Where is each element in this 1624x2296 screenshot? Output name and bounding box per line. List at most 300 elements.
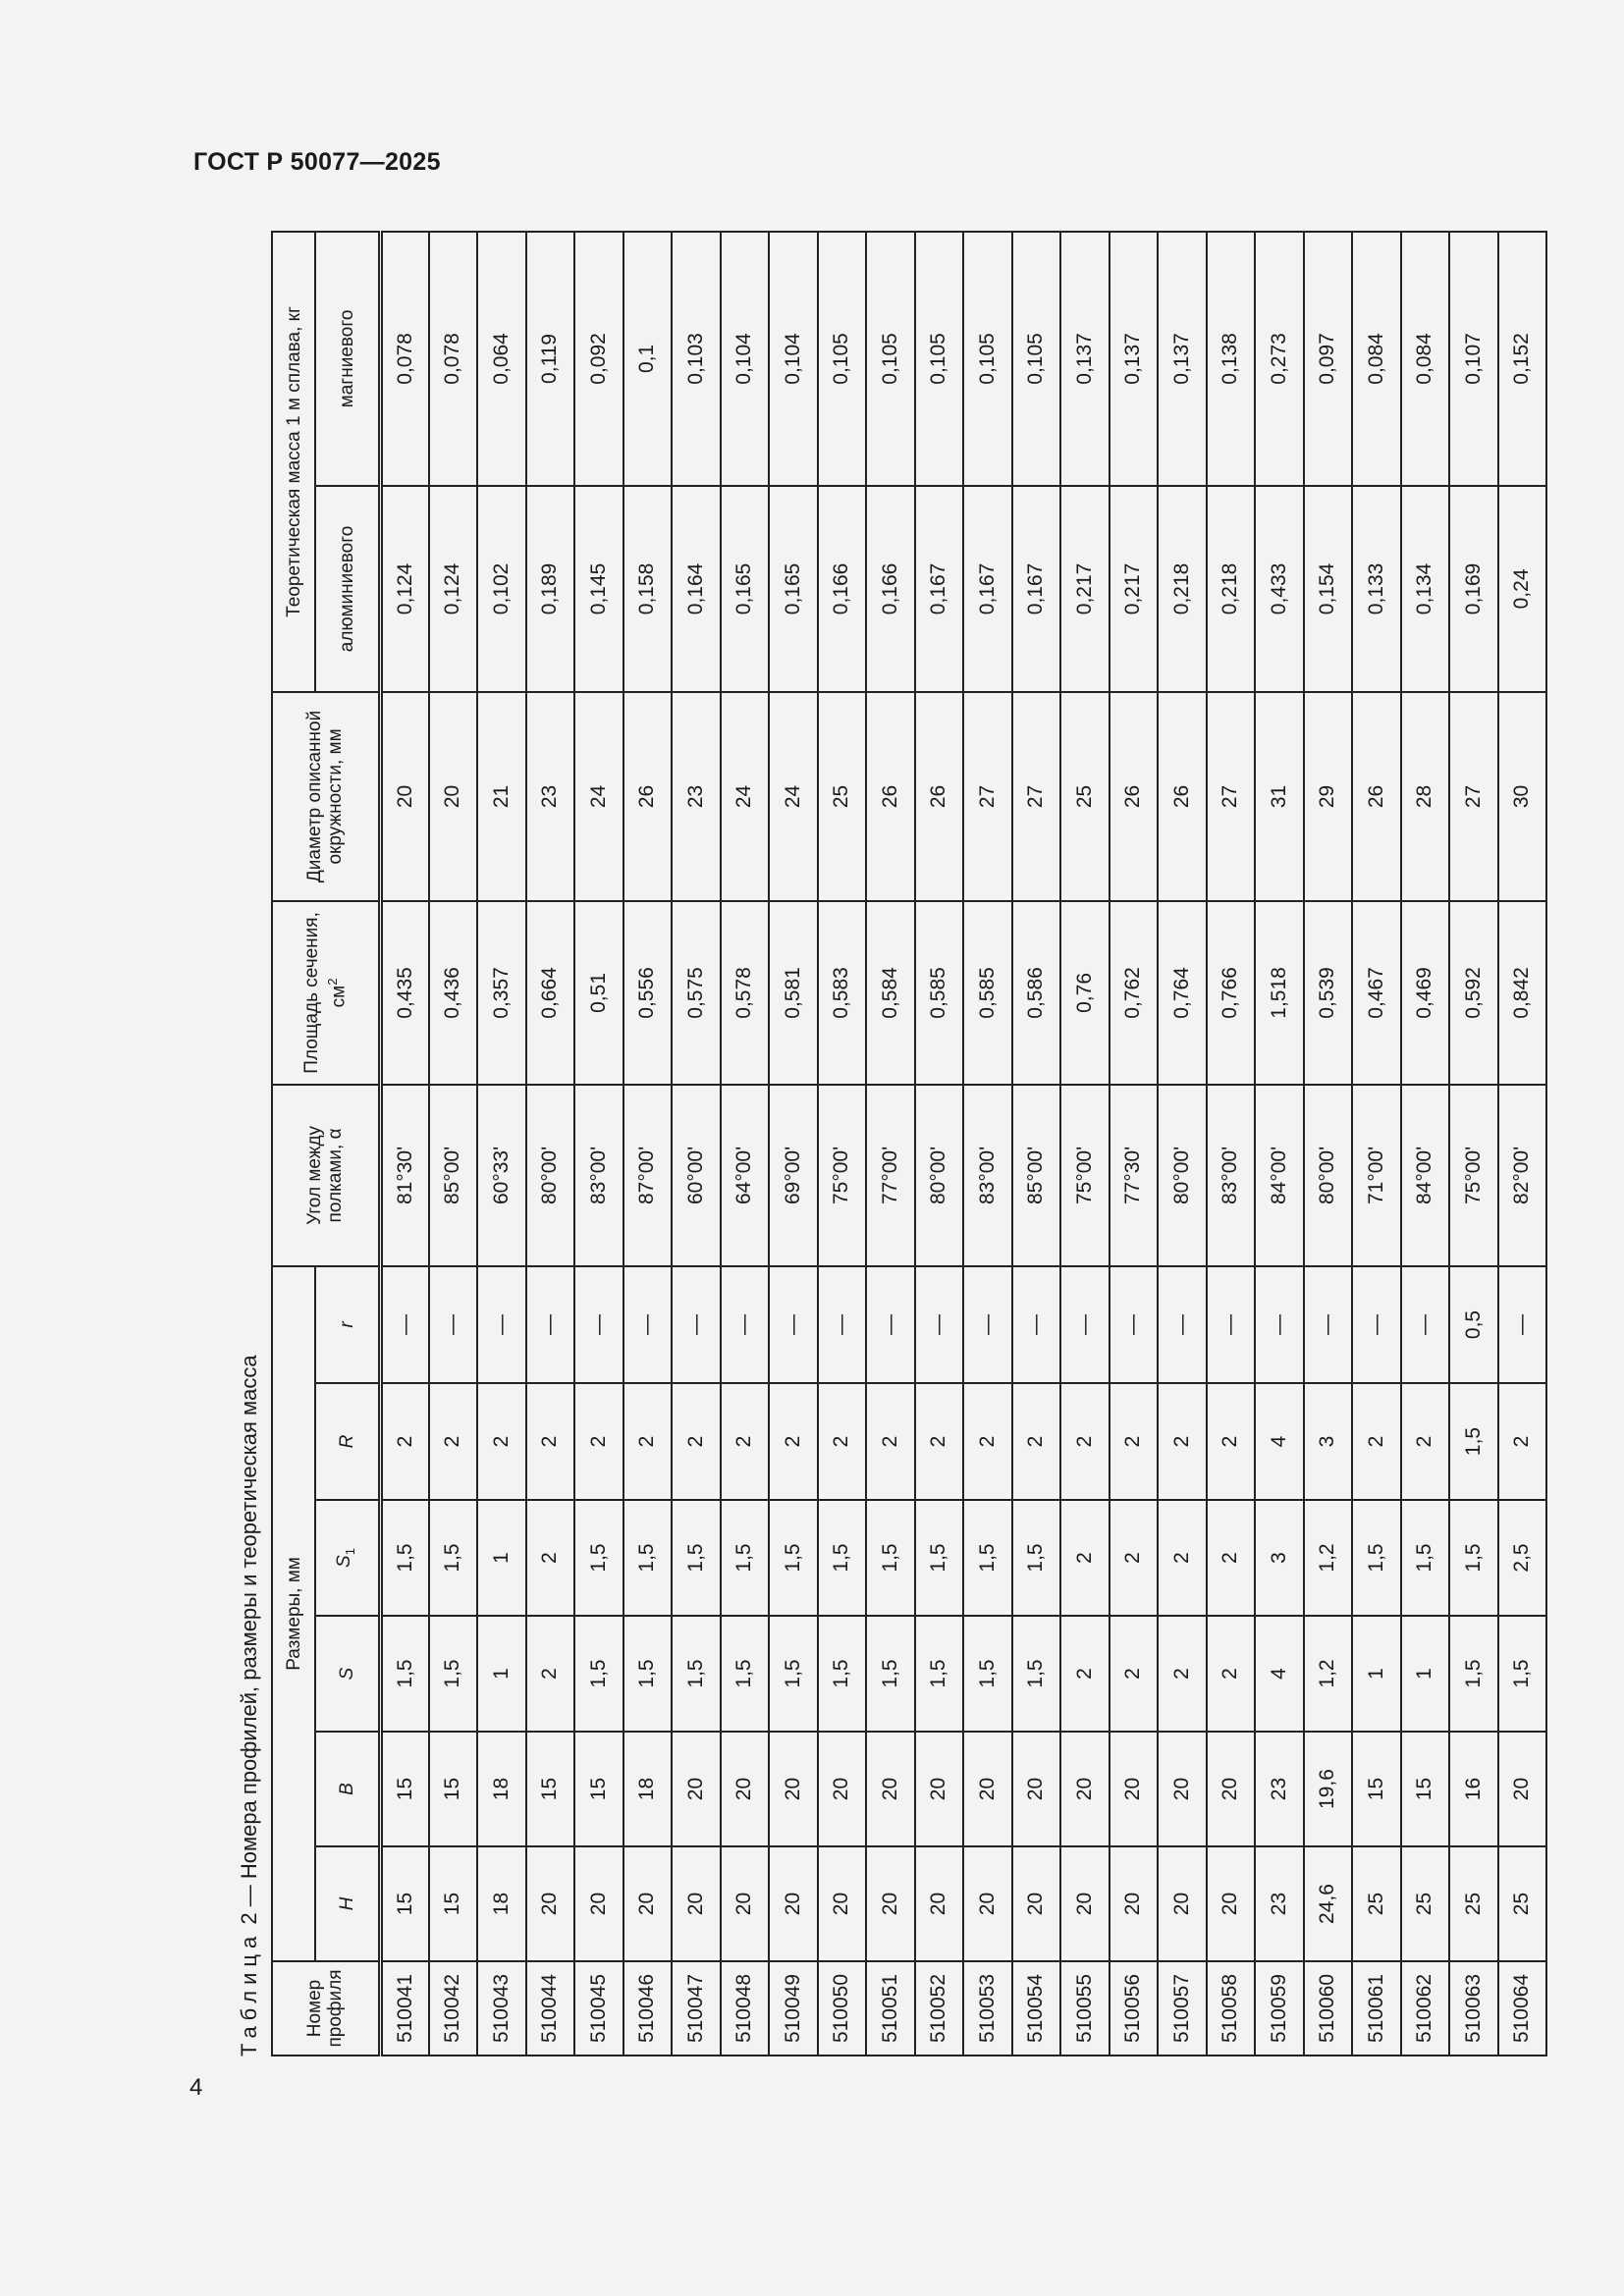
table-caption-text: 2 — Номера профилей, размеры и теоретическая масса [237, 1355, 261, 1931]
cell-h: 20 [915, 1846, 964, 1961]
cell-r: — [915, 1266, 964, 1383]
table-row [1158, 232, 1207, 2056]
cell-al: 0,165 [769, 486, 818, 692]
cell-r: 2 [1012, 1383, 1061, 1500]
cell-mg: 0,273 [1255, 232, 1304, 486]
cell-num: 510055 [1060, 1961, 1110, 2056]
cell-diam: 28 [1401, 692, 1450, 901]
table-row [1207, 232, 1256, 2056]
cell-h: 25 [1401, 1846, 1450, 1961]
cell-area: 0,592 [1449, 901, 1498, 1085]
cell-r: — [1498, 1266, 1547, 1383]
cell-s: 1,5 [574, 1616, 623, 1732]
table-row [963, 232, 1012, 2056]
cell-h: 20 [818, 1846, 867, 1961]
cell-area: 0,539 [1304, 901, 1353, 1085]
cell-num: 510056 [1110, 1961, 1159, 2056]
header-r-big [315, 1383, 380, 1500]
cell-b: 19,6 [1304, 1732, 1353, 1846]
cell-s1: 3 [1255, 1500, 1304, 1616]
cell-r: 4 [1255, 1383, 1304, 1500]
cell-h: 20 [574, 1846, 623, 1961]
cell-num: 510047 [672, 1961, 721, 2056]
cell-h: 20 [526, 1846, 575, 1961]
document-header: ГОСТ Р 50077—2025 [193, 148, 441, 176]
cell-num: 510060 [1304, 1961, 1353, 2056]
table-caption [228, 233, 271, 2056]
cell-s: 1,5 [721, 1616, 770, 1732]
table-row [574, 232, 623, 2056]
cell-al: 0,218 [1207, 486, 1256, 692]
cell-s1: 1,5 [963, 1500, 1012, 1616]
cell-angle: 75°00' [1449, 1085, 1498, 1266]
cell-h: 20 [769, 1846, 818, 1961]
cell-h: 23 [1255, 1846, 1304, 1961]
cell-angle: 60°33' [477, 1085, 526, 1266]
cell-al: 0,124 [380, 486, 429, 692]
cell-area: 0,664 [526, 901, 575, 1085]
cell-h: 20 [963, 1846, 1012, 1961]
header-angle-text: Угол между полками, α [304, 1125, 347, 1225]
cell-b: 18 [623, 1732, 673, 1846]
cell-angle: 80°00' [1304, 1085, 1353, 1266]
header-r-small-text: r [336, 1321, 357, 1328]
cell-h: 20 [866, 1846, 915, 1961]
cell-r: 2 [915, 1383, 964, 1500]
cell-s1: 1,5 [574, 1500, 623, 1616]
cell-angle: 80°00' [1158, 1085, 1207, 1266]
cell-al: 0,24 [1498, 486, 1547, 692]
cell-al: 0,167 [1012, 486, 1061, 692]
cell-angle: 87°00' [623, 1085, 673, 1266]
cell-al: 0,154 [1304, 486, 1353, 692]
cell-s1: 1,5 [1401, 1500, 1450, 1616]
cell-area: 0,575 [672, 901, 721, 1085]
cell-b: 20 [1060, 1732, 1110, 1846]
cell-diam: 23 [672, 692, 721, 901]
cell-r: 2 [721, 1383, 770, 1500]
cell-s: 1,5 [915, 1616, 964, 1732]
cell-angle: 85°00' [1012, 1085, 1061, 1266]
cell-r: — [1207, 1266, 1256, 1383]
cell-angle: 77°00' [866, 1085, 915, 1266]
cell-num: 510049 [769, 1961, 818, 2056]
cell-s: 1,5 [623, 1616, 673, 1732]
table-row [1304, 232, 1353, 2056]
cell-diam: 27 [1012, 692, 1061, 901]
cell-diam: 20 [429, 692, 478, 901]
cell-b: 15 [526, 1732, 575, 1846]
cell-mg: 0,105 [866, 232, 915, 486]
cell-al: 0,166 [866, 486, 915, 692]
cell-mg: 0,104 [769, 232, 818, 486]
cell-area: 0,842 [1498, 901, 1547, 1085]
cell-num: 510057 [1158, 1961, 1207, 2056]
cell-b: 18 [477, 1732, 526, 1846]
cell-s1: 1,5 [380, 1500, 429, 1616]
cell-diam: 29 [1304, 692, 1353, 901]
cell-area: 0,357 [477, 901, 526, 1085]
cell-angle: 75°00' [818, 1085, 867, 1266]
cell-s1: 1,5 [429, 1500, 478, 1616]
cell-mg: 0,105 [915, 232, 964, 486]
cell-r: 2 [818, 1383, 867, 1500]
cell-b: 23 [1255, 1732, 1304, 1846]
cell-diam: 24 [769, 692, 818, 901]
cell-r: 0,5 [1449, 1266, 1498, 1383]
cell-b: 15 [1352, 1732, 1401, 1846]
cell-s: 1,5 [429, 1616, 478, 1732]
cell-mg: 0,078 [429, 232, 478, 486]
header-s1 [315, 1500, 380, 1616]
cell-r: — [526, 1266, 575, 1383]
cell-h: 20 [672, 1846, 721, 1961]
cell-b: 20 [672, 1732, 721, 1846]
cell-r: 2 [866, 1383, 915, 1500]
cell-al: 0,166 [818, 486, 867, 692]
cell-num: 510046 [623, 1961, 673, 2056]
cell-mg: 0,097 [1304, 232, 1353, 486]
cell-s1: 1,5 [1352, 1500, 1401, 1616]
cell-area: 0,556 [623, 901, 673, 1085]
cell-area: 0,581 [769, 901, 818, 1085]
cell-s1: 1,5 [769, 1500, 818, 1616]
page-number: 4 [189, 2074, 203, 2101]
cell-b: 15 [1401, 1732, 1450, 1846]
cell-area: 0,762 [1110, 901, 1159, 1085]
cell-r: — [574, 1266, 623, 1383]
cell-al: 0,164 [672, 486, 721, 692]
cell-area: 0,764 [1158, 901, 1207, 1085]
table-row [866, 232, 915, 2056]
cell-area: 0,766 [1207, 901, 1256, 1085]
cell-r: 2 [1207, 1383, 1256, 1500]
cell-num: 510050 [818, 1961, 867, 2056]
cell-num: 510064 [1498, 1961, 1547, 2056]
cell-num: 510041 [380, 1961, 429, 2056]
cell-area: 0,583 [818, 901, 867, 1085]
cell-diam: 26 [866, 692, 915, 901]
header-b [315, 1732, 380, 1846]
cell-diam: 27 [1207, 692, 1256, 901]
header-r-small [315, 1266, 380, 1383]
cell-s: 1,5 [1449, 1616, 1498, 1732]
cell-r: 2 [526, 1383, 575, 1500]
cell-r: — [1401, 1266, 1450, 1383]
header-mass-aluminum: алюминиевого [315, 486, 380, 692]
cell-mg: 0,084 [1401, 232, 1450, 486]
cell-s: 4 [1255, 1616, 1304, 1732]
cell-area: 0,586 [1012, 901, 1061, 1085]
cell-diam: 23 [526, 692, 575, 901]
cell-s1: 1,5 [1012, 1500, 1061, 1616]
table-row [1012, 232, 1061, 2056]
cell-r: 2 [429, 1383, 478, 1500]
header-profile-number: Номер профиля [272, 1961, 380, 2056]
cell-area: 0,76 [1060, 901, 1110, 1085]
cell-diam: 31 [1255, 692, 1304, 901]
cell-b: 20 [963, 1732, 1012, 1846]
cell-s1: 1,5 [623, 1500, 673, 1616]
table-row [672, 232, 721, 2056]
cell-r: — [672, 1266, 721, 1383]
header-s1-sub: 1 [342, 1548, 357, 1556]
cell-mg: 0,119 [526, 232, 575, 486]
cell-diam: 27 [963, 692, 1012, 901]
cell-mg: 0,137 [1158, 232, 1207, 486]
cell-diam: 20 [380, 692, 429, 901]
cell-angle: 81°30' [380, 1085, 429, 1266]
table-row [1449, 232, 1498, 2056]
cell-r: 2 [963, 1383, 1012, 1500]
cell-r: 2 [574, 1383, 623, 1500]
profiles-table [271, 231, 1547, 2056]
cell-h: 25 [1449, 1846, 1498, 1961]
cell-h: 20 [721, 1846, 770, 1961]
table-row [380, 232, 429, 2056]
cell-r: — [1110, 1266, 1159, 1383]
cell-num: 510045 [574, 1961, 623, 2056]
cell-angle: 80°00' [526, 1085, 575, 1266]
cell-s: 1 [1352, 1616, 1401, 1732]
cell-al: 0,217 [1060, 486, 1110, 692]
cell-al: 0,124 [429, 486, 478, 692]
cell-al: 0,145 [574, 486, 623, 692]
header-h-text: H [336, 1896, 357, 1911]
header-r-big-text: R [336, 1434, 357, 1449]
table-row [769, 232, 818, 2056]
cell-s1: 1,5 [1449, 1500, 1498, 1616]
cell-s: 2 [1158, 1616, 1207, 1732]
cell-diam: 24 [574, 692, 623, 901]
cell-num: 510044 [526, 1961, 575, 2056]
cell-al: 0,169 [1449, 486, 1498, 692]
header-dimensions: Размеры, мм [272, 1266, 315, 1961]
cell-angle: 83°00' [574, 1085, 623, 1266]
header-area-sup: 2 [325, 978, 341, 986]
cell-r: — [623, 1266, 673, 1383]
cell-b: 20 [721, 1732, 770, 1846]
cell-r: 3 [1304, 1383, 1353, 1500]
cell-s1: 2 [526, 1500, 575, 1616]
cell-num: 510054 [1012, 1961, 1061, 2056]
cell-area: 0,436 [429, 901, 478, 1085]
cell-angle: 83°00' [963, 1085, 1012, 1266]
cell-angle: 82°00' [1498, 1085, 1547, 1266]
cell-diam: 26 [1158, 692, 1207, 901]
cell-r: — [1060, 1266, 1110, 1383]
cell-diam: 26 [623, 692, 673, 901]
cell-diam: 27 [1449, 692, 1498, 901]
header-s1-text: S [333, 1555, 354, 1568]
cell-mg: 0,137 [1060, 232, 1110, 486]
cell-r: — [963, 1266, 1012, 1383]
cell-mg: 0,1 [623, 232, 673, 486]
cell-angle: 84°00' [1255, 1085, 1304, 1266]
cell-mg: 0,138 [1207, 232, 1256, 486]
cell-h: 25 [1498, 1846, 1547, 1961]
cell-b: 20 [769, 1732, 818, 1846]
cell-angle: 77°30' [1110, 1085, 1159, 1266]
cell-b: 15 [380, 1732, 429, 1846]
cell-num: 510043 [477, 1961, 526, 2056]
cell-mg: 0,104 [721, 232, 770, 486]
cell-r: — [477, 1266, 526, 1383]
cell-angle: 64°00' [721, 1085, 770, 1266]
cell-diam: 25 [818, 692, 867, 901]
cell-s1: 2 [1207, 1500, 1256, 1616]
cell-b: 20 [1110, 1732, 1159, 1846]
cell-num: 510052 [915, 1961, 964, 2056]
cell-b: 20 [1158, 1732, 1207, 1846]
cell-area: 0,585 [915, 901, 964, 1085]
table-row [477, 232, 526, 2056]
cell-b: 16 [1449, 1732, 1498, 1846]
cell-r: 2 [1110, 1383, 1159, 1500]
cell-diam: 26 [915, 692, 964, 901]
cell-al: 0,102 [477, 486, 526, 692]
cell-diam: 26 [1352, 692, 1401, 901]
cell-mg: 0,078 [380, 232, 429, 486]
cell-r: — [429, 1266, 478, 1383]
table-row [526, 232, 575, 2056]
cell-r: 2 [477, 1383, 526, 1500]
cell-diam: 25 [1060, 692, 1110, 901]
cell-b: 20 [915, 1732, 964, 1846]
cell-area: 1,518 [1255, 901, 1304, 1085]
cell-r: 2 [1158, 1383, 1207, 1500]
cell-area: 0,51 [574, 901, 623, 1085]
header-s [315, 1616, 380, 1732]
header-h [315, 1846, 380, 1961]
table-row [1401, 232, 1450, 2056]
cell-area: 0,467 [1352, 901, 1401, 1085]
cell-diam: 24 [721, 692, 770, 901]
table-row [1255, 232, 1304, 2056]
cell-r: 2 [769, 1383, 818, 1500]
cell-h: 20 [1012, 1846, 1061, 1961]
cell-al: 0,167 [915, 486, 964, 692]
cell-h: 20 [1207, 1846, 1256, 1961]
cell-s: 2 [1207, 1616, 1256, 1732]
cell-h: 25 [1352, 1846, 1401, 1961]
cell-b: 20 [1012, 1732, 1061, 1846]
cell-b: 15 [429, 1732, 478, 1846]
cell-diam: 21 [477, 692, 526, 901]
cell-s1: 2,5 [1498, 1500, 1547, 1616]
cell-s: 1 [477, 1616, 526, 1732]
cell-s: 2 [1110, 1616, 1159, 1732]
cell-r: 2 [623, 1383, 673, 1500]
header-area-text: Площадь сечения, см [301, 912, 350, 1074]
cell-s1: 2 [1060, 1500, 1110, 1616]
cell-mg: 0,107 [1449, 232, 1498, 486]
cell-r: 2 [1498, 1383, 1547, 1500]
header-angle [272, 1085, 380, 1266]
cell-angle: 60°00' [672, 1085, 721, 1266]
cell-s1: 1,5 [721, 1500, 770, 1616]
cell-h: 15 [429, 1846, 478, 1961]
cell-r: 2 [380, 1383, 429, 1500]
cell-s: 2 [526, 1616, 575, 1732]
cell-r: — [1304, 1266, 1353, 1383]
cell-num: 510051 [866, 1961, 915, 2056]
table-row [1060, 232, 1110, 2056]
rotated-table-block [228, 233, 1534, 2056]
cell-b: 20 [1207, 1732, 1256, 1846]
cell-num: 510059 [1255, 1961, 1304, 2056]
cell-al: 0,165 [721, 486, 770, 692]
cell-mg: 0,092 [574, 232, 623, 486]
header-b-text: B [336, 1783, 357, 1795]
table-row [1110, 232, 1159, 2056]
cell-h: 24,6 [1304, 1846, 1353, 1961]
cell-r: 2 [672, 1383, 721, 1500]
cell-r: 1,5 [1449, 1383, 1498, 1500]
cell-s1: 2 [1110, 1500, 1159, 1616]
cell-angle: 84°00' [1401, 1085, 1450, 1266]
cell-area: 0,469 [1401, 901, 1450, 1085]
cell-r: — [818, 1266, 867, 1383]
table-row [1352, 232, 1401, 2056]
header-mass-magnesium: магниевого [315, 232, 380, 486]
cell-s1: 1,5 [866, 1500, 915, 1616]
cell-mg: 0,064 [477, 232, 526, 486]
cell-al: 0,133 [1352, 486, 1401, 692]
cell-h: 15 [380, 1846, 429, 1961]
cell-num: 510058 [1207, 1961, 1256, 2056]
cell-s1: 1,5 [915, 1500, 964, 1616]
cell-r: — [769, 1266, 818, 1383]
cell-al: 0,217 [1110, 486, 1159, 692]
cell-al: 0,218 [1158, 486, 1207, 692]
cell-num: 510063 [1449, 1961, 1498, 2056]
header-s-text: S [336, 1667, 357, 1681]
cell-r: — [1255, 1266, 1304, 1383]
cell-r: 2 [1060, 1383, 1110, 1500]
cell-angle: 80°00' [915, 1085, 964, 1266]
table-caption-label: Таблица [237, 1930, 261, 2056]
cell-num: 510053 [963, 1961, 1012, 2056]
header-mass-group: Теоретическая масса 1 м сплава, кг [272, 232, 315, 692]
cell-num: 510042 [429, 1961, 478, 2056]
cell-r: 2 [1352, 1383, 1401, 1500]
table-row [1498, 232, 1547, 2056]
table-row [721, 232, 770, 2056]
table-row [623, 232, 673, 2056]
cell-angle: 85°00' [429, 1085, 478, 1266]
cell-r: — [380, 1266, 429, 1383]
cell-s: 1,5 [380, 1616, 429, 1732]
cell-s: 1,2 [1304, 1616, 1353, 1732]
cell-s: 1,5 [1498, 1616, 1547, 1732]
table-row [429, 232, 478, 2056]
cell-diam: 26 [1110, 692, 1159, 901]
cell-area: 0,584 [866, 901, 915, 1085]
cell-al: 0,189 [526, 486, 575, 692]
cell-r: — [721, 1266, 770, 1383]
cell-area: 0,585 [963, 901, 1012, 1085]
header-diameter: Диаметр описанной окружности, мм [272, 692, 380, 901]
cell-mg: 0,137 [1110, 232, 1159, 486]
cell-mg: 0,152 [1498, 232, 1547, 486]
cell-area: 0,578 [721, 901, 770, 1085]
cell-s1: 1,2 [1304, 1500, 1353, 1616]
cell-num: 510061 [1352, 1961, 1401, 2056]
cell-r: — [1352, 1266, 1401, 1383]
cell-mg: 0,105 [963, 232, 1012, 486]
cell-al: 0,158 [623, 486, 673, 692]
